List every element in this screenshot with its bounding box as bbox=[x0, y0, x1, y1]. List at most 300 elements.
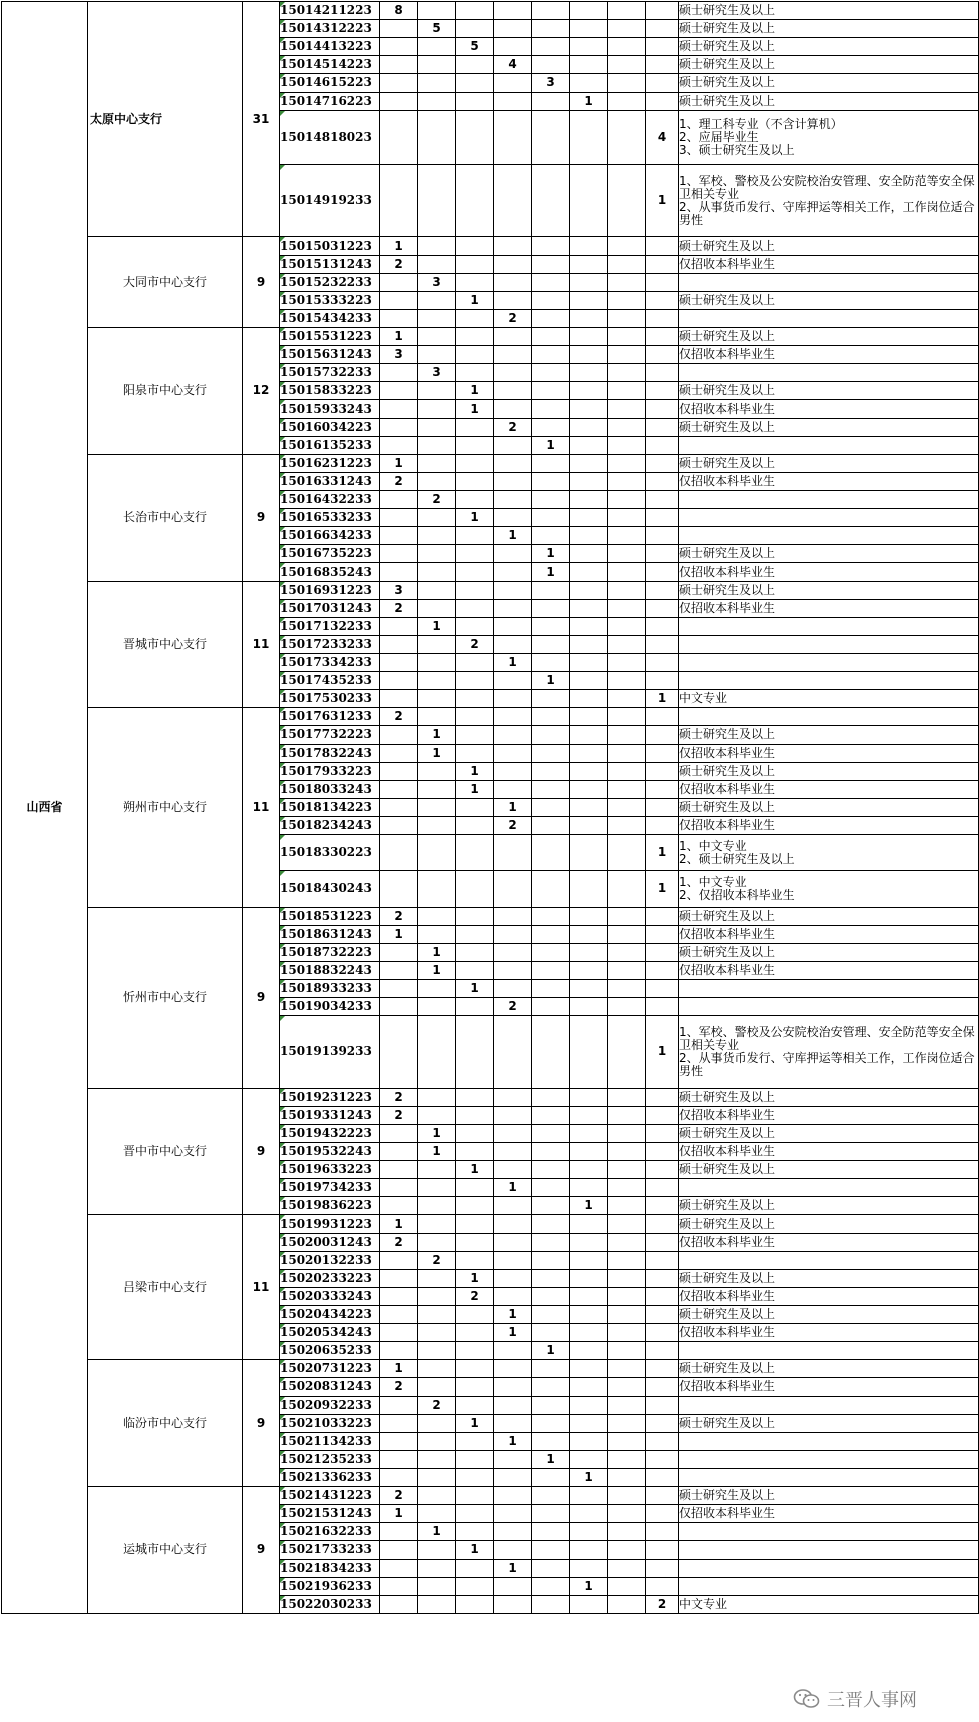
empty-cell bbox=[608, 1360, 646, 1378]
empty-cell bbox=[456, 527, 494, 545]
empty-cell bbox=[646, 1378, 679, 1396]
headcount-value: 1 bbox=[532, 672, 570, 690]
empty-cell bbox=[646, 472, 679, 490]
branch-cell: 晋中市中心支行 bbox=[88, 1088, 243, 1215]
branch-total: 11 bbox=[243, 1215, 280, 1360]
empty-cell bbox=[380, 1251, 418, 1269]
requirement-note: 仅招收本科毕业生 bbox=[679, 816, 979, 834]
empty-cell bbox=[418, 581, 456, 599]
empty-cell bbox=[532, 708, 570, 726]
empty-cell bbox=[494, 744, 532, 762]
empty-cell bbox=[532, 328, 570, 346]
requirement-note: 硕士研究生及以上 bbox=[679, 1124, 979, 1142]
empty-cell bbox=[570, 563, 608, 581]
headcount-value: 1 bbox=[380, 1360, 418, 1378]
empty-cell bbox=[418, 871, 456, 907]
empty-cell bbox=[532, 527, 570, 545]
headcount-value: 1 bbox=[570, 1197, 608, 1215]
empty-cell bbox=[608, 237, 646, 255]
empty-cell bbox=[608, 871, 646, 907]
table-body bbox=[2, 2, 979, 1614]
empty-cell bbox=[570, 255, 608, 273]
empty-cell bbox=[380, 1396, 418, 1414]
empty-cell bbox=[380, 998, 418, 1016]
position-code: 15019836223 bbox=[280, 1197, 380, 1215]
empty-cell bbox=[608, 472, 646, 490]
empty-cell bbox=[456, 165, 494, 237]
empty-cell bbox=[494, 165, 532, 237]
empty-cell bbox=[532, 165, 570, 237]
requirement-note: 仅招收本科毕业生 bbox=[679, 1233, 979, 1251]
empty-cell bbox=[456, 328, 494, 346]
requirement-note: 仅招收本科毕业生 bbox=[679, 255, 979, 273]
empty-cell bbox=[570, 527, 608, 545]
empty-cell bbox=[418, 980, 456, 998]
empty-cell bbox=[418, 1378, 456, 1396]
empty-cell bbox=[380, 1523, 418, 1541]
empty-cell bbox=[456, 1324, 494, 1342]
empty-cell bbox=[494, 291, 532, 309]
position-code: 15021834233 bbox=[280, 1559, 380, 1577]
empty-cell bbox=[646, 1342, 679, 1360]
empty-cell bbox=[494, 726, 532, 744]
empty-cell bbox=[418, 527, 456, 545]
empty-cell bbox=[608, 1233, 646, 1251]
empty-cell bbox=[570, 1269, 608, 1287]
headcount-value: 1 bbox=[418, 1523, 456, 1541]
requirement-note bbox=[679, 1251, 979, 1269]
empty-cell bbox=[418, 509, 456, 527]
empty-cell bbox=[456, 798, 494, 816]
empty-cell bbox=[570, 1124, 608, 1142]
headcount-value: 1 bbox=[380, 1215, 418, 1233]
headcount-value: 1 bbox=[456, 382, 494, 400]
empty-cell bbox=[456, 835, 494, 871]
empty-cell bbox=[418, 74, 456, 92]
empty-cell bbox=[532, 907, 570, 925]
empty-cell bbox=[380, 1143, 418, 1161]
empty-cell bbox=[570, 273, 608, 291]
empty-cell bbox=[532, 690, 570, 708]
empty-cell bbox=[532, 38, 570, 56]
requirement-note: 仅招收本科毕业生 bbox=[679, 599, 979, 617]
position-code: 15018832243 bbox=[280, 961, 380, 979]
requirement-note bbox=[679, 617, 979, 635]
empty-cell bbox=[646, 309, 679, 327]
empty-cell bbox=[494, 237, 532, 255]
empty-cell bbox=[418, 1088, 456, 1106]
empty-cell bbox=[532, 418, 570, 436]
empty-cell bbox=[456, 726, 494, 744]
empty-cell bbox=[456, 2, 494, 20]
empty-cell bbox=[570, 309, 608, 327]
empty-cell bbox=[608, 1306, 646, 1324]
empty-cell bbox=[494, 509, 532, 527]
empty-cell bbox=[570, 20, 608, 38]
empty-cell bbox=[532, 980, 570, 998]
empty-cell bbox=[494, 1414, 532, 1432]
empty-cell bbox=[646, 907, 679, 925]
requirement-note bbox=[679, 1559, 979, 1577]
empty-cell bbox=[494, 780, 532, 798]
empty-cell bbox=[418, 1414, 456, 1432]
empty-cell bbox=[418, 382, 456, 400]
empty-cell bbox=[646, 436, 679, 454]
empty-cell bbox=[456, 943, 494, 961]
empty-cell bbox=[456, 1179, 494, 1197]
empty-cell bbox=[456, 418, 494, 436]
headcount-value: 1 bbox=[456, 291, 494, 309]
empty-cell bbox=[608, 816, 646, 834]
headcount-value: 5 bbox=[456, 38, 494, 56]
empty-cell bbox=[418, 1306, 456, 1324]
empty-cell bbox=[608, 1396, 646, 1414]
empty-cell bbox=[570, 1106, 608, 1124]
empty-cell bbox=[570, 998, 608, 1016]
empty-cell bbox=[608, 1577, 646, 1595]
empty-cell bbox=[646, 726, 679, 744]
empty-cell bbox=[532, 1269, 570, 1287]
empty-cell bbox=[494, 599, 532, 617]
empty-cell bbox=[608, 418, 646, 436]
position-code: 15014818023 bbox=[280, 110, 380, 164]
empty-cell bbox=[570, 1378, 608, 1396]
headcount-value: 2 bbox=[418, 1396, 456, 1414]
empty-cell bbox=[608, 1088, 646, 1106]
empty-cell bbox=[418, 654, 456, 672]
empty-cell bbox=[646, 400, 679, 418]
requirement-note: 硕士研究生及以上 bbox=[679, 291, 979, 309]
empty-cell bbox=[608, 690, 646, 708]
empty-cell bbox=[380, 1468, 418, 1486]
empty-cell bbox=[532, 816, 570, 834]
empty-cell bbox=[570, 1088, 608, 1106]
empty-cell bbox=[494, 1595, 532, 1613]
empty-cell bbox=[456, 364, 494, 382]
empty-cell bbox=[646, 1505, 679, 1523]
empty-cell bbox=[418, 1559, 456, 1577]
empty-cell bbox=[380, 563, 418, 581]
position-code: 15018134223 bbox=[280, 798, 380, 816]
position-code: 15018732223 bbox=[280, 943, 380, 961]
headcount-value: 1 bbox=[494, 654, 532, 672]
empty-cell bbox=[418, 762, 456, 780]
empty-cell bbox=[532, 110, 570, 164]
empty-cell bbox=[380, 1432, 418, 1450]
empty-cell bbox=[608, 708, 646, 726]
empty-cell bbox=[532, 1360, 570, 1378]
table-row bbox=[2, 1088, 979, 1106]
empty-cell bbox=[494, 871, 532, 907]
empty-cell bbox=[646, 509, 679, 527]
position-code: 15019931223 bbox=[280, 1215, 380, 1233]
empty-cell bbox=[456, 1595, 494, 1613]
empty-cell bbox=[380, 871, 418, 907]
empty-cell bbox=[532, 92, 570, 110]
empty-cell bbox=[494, 400, 532, 418]
position-code: 15015333223 bbox=[280, 291, 380, 309]
empty-cell bbox=[608, 1414, 646, 1432]
empty-cell bbox=[494, 1106, 532, 1124]
position-code: 15017435233 bbox=[280, 672, 380, 690]
headcount-value: 2 bbox=[494, 816, 532, 834]
empty-cell bbox=[646, 364, 679, 382]
empty-cell bbox=[532, 1161, 570, 1179]
position-code: 15014919233 bbox=[280, 165, 380, 237]
empty-cell bbox=[418, 1179, 456, 1197]
empty-cell bbox=[380, 1559, 418, 1577]
position-code: 15018631243 bbox=[280, 925, 380, 943]
empty-cell bbox=[418, 400, 456, 418]
empty-cell bbox=[418, 1324, 456, 1342]
position-code: 15016231223 bbox=[280, 454, 380, 472]
empty-cell bbox=[418, 1450, 456, 1468]
empty-cell bbox=[570, 1016, 608, 1088]
empty-cell bbox=[646, 382, 679, 400]
requirement-note bbox=[679, 1541, 979, 1559]
empty-cell bbox=[418, 1577, 456, 1595]
empty-cell bbox=[646, 1577, 679, 1595]
empty-cell bbox=[456, 907, 494, 925]
requirement-note bbox=[679, 998, 979, 1016]
requirement-note: 仅招收本科毕业生 bbox=[679, 563, 979, 581]
empty-cell bbox=[418, 472, 456, 490]
empty-cell bbox=[608, 998, 646, 1016]
headcount-value: 2 bbox=[380, 1487, 418, 1505]
requirement-note: 硕士研究生及以上 bbox=[679, 454, 979, 472]
empty-cell bbox=[608, 1251, 646, 1269]
headcount-value: 1 bbox=[456, 980, 494, 998]
headcount-value: 2 bbox=[646, 1595, 679, 1613]
empty-cell bbox=[494, 690, 532, 708]
table-row bbox=[2, 328, 979, 346]
headcount-value: 2 bbox=[380, 1106, 418, 1124]
empty-cell bbox=[380, 780, 418, 798]
branch-total: 9 bbox=[243, 454, 280, 581]
empty-cell bbox=[380, 291, 418, 309]
empty-cell bbox=[646, 38, 679, 56]
empty-cell bbox=[570, 816, 608, 834]
empty-cell bbox=[570, 1287, 608, 1305]
empty-cell bbox=[418, 1016, 456, 1088]
empty-cell bbox=[608, 1215, 646, 1233]
empty-cell bbox=[494, 635, 532, 653]
empty-cell bbox=[608, 943, 646, 961]
headcount-value: 1 bbox=[380, 1505, 418, 1523]
empty-cell bbox=[418, 925, 456, 943]
requirement-note bbox=[679, 672, 979, 690]
headcount-value: 2 bbox=[380, 472, 418, 490]
empty-cell bbox=[494, 1378, 532, 1396]
requirement-note: 仅招收本科毕业生 bbox=[679, 1106, 979, 1124]
empty-cell bbox=[494, 1577, 532, 1595]
empty-cell bbox=[646, 1179, 679, 1197]
empty-cell bbox=[570, 436, 608, 454]
requirement-note: 硕士研究生及以上 bbox=[679, 74, 979, 92]
empty-cell bbox=[570, 1523, 608, 1541]
requirement-note: 硕士研究生及以上 bbox=[679, 1269, 979, 1287]
empty-cell bbox=[532, 291, 570, 309]
empty-cell bbox=[608, 835, 646, 871]
empty-cell bbox=[608, 563, 646, 581]
empty-cell bbox=[532, 400, 570, 418]
requirement-note: 硕士研究生及以上 bbox=[679, 92, 979, 110]
empty-cell bbox=[456, 273, 494, 291]
empty-cell bbox=[570, 581, 608, 599]
empty-cell bbox=[418, 1505, 456, 1523]
empty-cell bbox=[570, 690, 608, 708]
empty-cell bbox=[608, 961, 646, 979]
empty-cell bbox=[456, 1523, 494, 1541]
empty-cell bbox=[646, 925, 679, 943]
headcount-value: 1 bbox=[456, 1414, 494, 1432]
position-code: 15016331243 bbox=[280, 472, 380, 490]
empty-cell bbox=[418, 418, 456, 436]
headcount-value: 5 bbox=[418, 20, 456, 38]
requirement-note: 仅招收本科毕业生 bbox=[679, 925, 979, 943]
empty-cell bbox=[380, 20, 418, 38]
position-code: 15015434233 bbox=[280, 309, 380, 327]
headcount-value: 1 bbox=[532, 1342, 570, 1360]
position-code: 15021336233 bbox=[280, 1468, 380, 1486]
empty-cell bbox=[570, 346, 608, 364]
headcount-value: 4 bbox=[646, 110, 679, 164]
empty-cell bbox=[532, 1487, 570, 1505]
empty-cell bbox=[418, 454, 456, 472]
empty-cell bbox=[608, 92, 646, 110]
empty-cell bbox=[418, 1287, 456, 1305]
empty-cell bbox=[608, 1541, 646, 1559]
empty-cell bbox=[456, 617, 494, 635]
headcount-value: 1 bbox=[494, 527, 532, 545]
empty-cell bbox=[494, 1505, 532, 1523]
empty-cell bbox=[494, 672, 532, 690]
position-code: 15017132233 bbox=[280, 617, 380, 635]
position-code: 15015531223 bbox=[280, 328, 380, 346]
empty-cell bbox=[456, 1505, 494, 1523]
empty-cell bbox=[494, 273, 532, 291]
empty-cell bbox=[380, 635, 418, 653]
position-code: 15019034233 bbox=[280, 998, 380, 1016]
empty-cell bbox=[570, 291, 608, 309]
headcount-value: 1 bbox=[418, 1143, 456, 1161]
table-row bbox=[2, 1215, 979, 1233]
empty-cell bbox=[418, 2, 456, 20]
empty-cell bbox=[418, 1360, 456, 1378]
requirement-note: 硕士研究生及以上 bbox=[679, 1088, 979, 1106]
empty-cell bbox=[380, 816, 418, 834]
headcount-value: 1 bbox=[456, 762, 494, 780]
requirement-note: 仅招收本科毕业生 bbox=[679, 1505, 979, 1523]
empty-cell bbox=[380, 1269, 418, 1287]
position-code: 15021431223 bbox=[280, 1487, 380, 1505]
empty-cell bbox=[646, 998, 679, 1016]
empty-cell bbox=[570, 110, 608, 164]
headcount-value: 1 bbox=[570, 1577, 608, 1595]
headcount-value: 1 bbox=[380, 328, 418, 346]
empty-cell bbox=[646, 1487, 679, 1505]
empty-cell bbox=[608, 672, 646, 690]
requirement-note: 硕士研究生及以上 bbox=[679, 798, 979, 816]
empty-cell bbox=[380, 38, 418, 56]
empty-cell bbox=[646, 943, 679, 961]
requirement-note: 硕士研究生及以上 bbox=[679, 237, 979, 255]
requirement-note: 仅招收本科毕业生 bbox=[679, 961, 979, 979]
position-code: 15021733233 bbox=[280, 1541, 380, 1559]
empty-cell bbox=[532, 871, 570, 907]
empty-cell bbox=[380, 961, 418, 979]
empty-cell bbox=[646, 816, 679, 834]
position-code: 15021531243 bbox=[280, 1505, 380, 1523]
empty-cell bbox=[494, 980, 532, 998]
position-code: 15014312223 bbox=[280, 20, 380, 38]
headcount-value: 2 bbox=[380, 255, 418, 273]
empty-cell bbox=[532, 346, 570, 364]
empty-cell bbox=[456, 998, 494, 1016]
position-code: 15019331243 bbox=[280, 1106, 380, 1124]
position-code: 15015131243 bbox=[280, 255, 380, 273]
empty-cell bbox=[570, 1541, 608, 1559]
empty-cell bbox=[570, 980, 608, 998]
position-code: 15016533233 bbox=[280, 509, 380, 527]
empty-cell bbox=[418, 165, 456, 237]
empty-cell bbox=[380, 74, 418, 92]
empty-cell bbox=[418, 1233, 456, 1251]
empty-cell bbox=[646, 74, 679, 92]
empty-cell bbox=[380, 382, 418, 400]
branch-cell: 临汾市中心支行 bbox=[88, 1360, 243, 1487]
headcount-value: 1 bbox=[380, 454, 418, 472]
empty-cell bbox=[646, 273, 679, 291]
empty-cell bbox=[494, 708, 532, 726]
empty-cell bbox=[494, 1143, 532, 1161]
empty-cell bbox=[646, 1541, 679, 1559]
empty-cell bbox=[380, 1287, 418, 1305]
position-code: 15018234243 bbox=[280, 816, 380, 834]
empty-cell bbox=[570, 491, 608, 509]
branch-total: 9 bbox=[243, 1487, 280, 1614]
position-code: 15020932233 bbox=[280, 1396, 380, 1414]
headcount-value: 3 bbox=[418, 364, 456, 382]
headcount-value: 1 bbox=[456, 780, 494, 798]
headcount-value: 2 bbox=[380, 599, 418, 617]
empty-cell bbox=[532, 509, 570, 527]
requirement-note bbox=[679, 1342, 979, 1360]
empty-cell bbox=[418, 1161, 456, 1179]
empty-cell bbox=[646, 346, 679, 364]
empty-cell bbox=[570, 328, 608, 346]
headcount-value: 4 bbox=[494, 56, 532, 74]
table-row bbox=[2, 907, 979, 925]
empty-cell bbox=[494, 925, 532, 943]
position-code: 15019633223 bbox=[280, 1161, 380, 1179]
branch-total: 31 bbox=[243, 2, 280, 237]
requirement-note: 硕士研究生及以上 bbox=[679, 1487, 979, 1505]
empty-cell bbox=[570, 1396, 608, 1414]
headcount-value: 1 bbox=[532, 563, 570, 581]
empty-cell bbox=[608, 1269, 646, 1287]
empty-cell bbox=[494, 2, 532, 20]
empty-cell bbox=[570, 1306, 608, 1324]
empty-cell bbox=[380, 418, 418, 436]
empty-cell bbox=[608, 599, 646, 617]
empty-cell bbox=[380, 1179, 418, 1197]
requirement-note bbox=[679, 1432, 979, 1450]
position-code: 15017832243 bbox=[280, 744, 380, 762]
headcount-value: 1 bbox=[418, 726, 456, 744]
empty-cell bbox=[380, 726, 418, 744]
requirement-note bbox=[679, 654, 979, 672]
